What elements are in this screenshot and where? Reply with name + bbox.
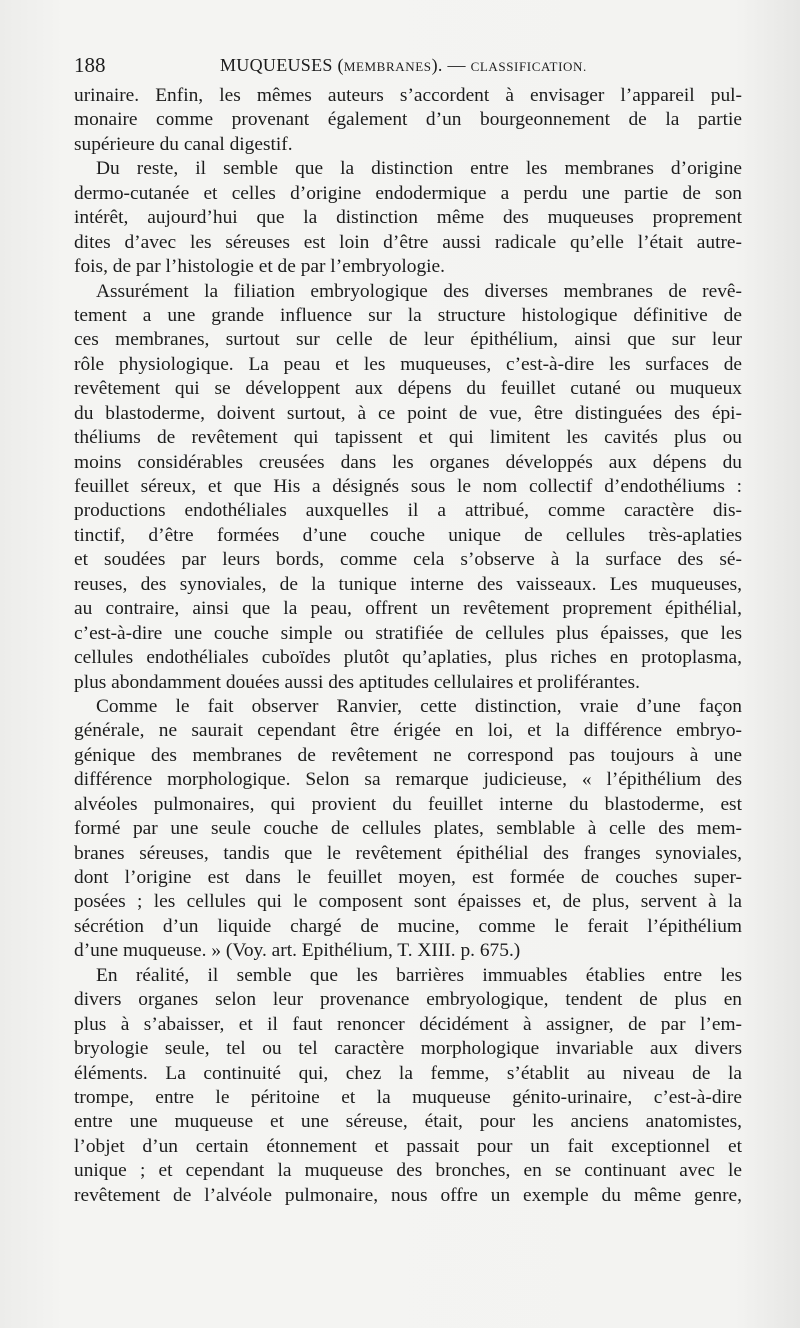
text-line: urinaire. Enfin, les mêmes auteurs s’accordent à envisager l’appareil pul- [74,85,742,106]
text-line: génique des membranes de revêtement ne correspond pas toujours à une [74,744,742,766]
text-line: plus abondamment douées aussi des aptitudes cellulaires et proliférantes. [74,671,640,693]
text-line: générale, ne saurait cependant être érigée en loi, et la différence embryo- [74,720,742,742]
text-line: revêtement de l’alvéole pulmonaire, nous offre un exemple du même genre, [74,1184,742,1206]
text-line: intérêt, aujourd’hui que la distinction même des muqueuses proprement [74,207,742,229]
text-line: plus à s’abaisser, et il faut renoncer décidément à assigner, de par l’em- [74,1013,742,1035]
text-line: supérieure du canal digestif. [74,133,293,155]
text-line: tement a une grande influence sur la structure histologique définitive de [74,304,742,326]
text-line: dont l’origine est dans le feuillet moyen, est formée de couches super- [74,867,742,888]
text-line: productions endothéliales auxquelles il a attribué, comme caractère dis- [74,500,742,522]
text-line: éléments. La continuité qui, chez la femme, s’établit au niveau de la [74,1062,742,1084]
running-head-section: CLASSIFICATION. [470,59,587,74]
text-line: ces membranes, surtout sur celle de leur épithélium, ainsi que sur leur [74,329,742,351]
text-line: Du reste, il semble que la distinction entre les membranes d’origine [96,158,742,180]
text-line: feuillet séreux, et que His a désignés sous le nom collectif d’endothéliums : [74,476,742,497]
text-line: entre une muqueuse et une séreuse, était, pour les anciens anatomistes, [74,1111,742,1133]
text-line: cellules endothéliales cuboïdes plutôt qu’aplaties, plus riches en protoplasma, [74,647,742,669]
running-head-title: MUQUEUSES ( [220,55,344,75]
text-line: dermo-cutanée et celles d’origine endodermique a perdu une partie de son [74,182,742,204]
text-line: et soudées par leurs bords, comme cela s’observe à la surface des sé- [74,549,742,571]
body-text [74,84,742,1208]
text-line: Comme le fait observer Ranvier, cette distinction, vraie d’une façon [96,695,742,717]
text-line: branes séreuses, tandis que le revêtement épithélial des franges synoviales, [74,842,742,864]
text-line: formé par une seule couche de cellules plates, semblable à celle des mem- [74,818,742,840]
text-line: rôle physiologique. La peau et les muqueuses, c’est-à-dire les surfaces de [74,353,742,375]
text-line: au contraire, ainsi que la peau, offrent un revêtement proprement épithélial, [74,598,742,620]
text-line: dites d’avec les séreuses est loin d’être aussi radicale qu’elle l’était autre- [74,231,742,253]
text-line: posées ; les cellules qui le composent sont épaisses et, de plus, servent à la [74,891,742,913]
text-line: Assurément la filiation embryologique des diverses membranes de revê- [96,280,742,302]
page-number: 188 [74,53,106,77]
text-line: reuses, des synoviales, de la tunique interne des vaisseaux. Les muqueuses, [74,573,742,595]
page-header [74,50,742,80]
text-line: fois, de par l’histologie et de par l’embryologie. [74,256,446,278]
text-line: monaire comme provenant également d’un bourgeonnement de la partie [74,109,742,131]
text-line: c’est-à-dire une couche simple ou stratifiée de cellules plus épaisses, que les [74,622,742,644]
text-line: trompe, entre le péritoine et la muqueuse génito-urinaire, c’est-à-dire [74,1086,742,1108]
text-line: unique ; et cependant la muqueuse des bronches, en se continuant avec le [74,1160,742,1182]
text-line: alvéoles pulmonaires, qui provient du feuillet interne du blastoderme, est [74,793,742,815]
text-line: En réalité, il semble que les barrières immuables établies entre les [96,964,742,986]
running-head-close: ). — [431,55,471,75]
text-line: d’une muqueuse. » (Voy. art. Epithélium, T. XIII. p. 675.) [74,940,521,962]
text-line: l’objet d’un certain étonnement et passait pour un fait exceptionnel et [74,1135,742,1157]
text-line: du blastoderme, doivent surtout, à ce point de vue, être distinguées des épi- [74,402,742,424]
text-line: moins considérables creusées dans les organes développés aux dépens du [74,451,742,473]
text-line: divers organes selon leur provenance embryologique, tendent de plus en [74,989,742,1011]
text-line: différence morphologique. Selon sa remarque judicieuse, « l’épithélium des [74,769,742,791]
running-head-smallcaps: MEMBRANES [343,59,432,74]
running-head [220,50,587,82]
text-line: tinctif, d’être formées d’une couche unique de cellules très-aplaties [74,524,742,546]
text-line: sécrétion d’un liquide chargé de mucine, comme le ferait l’épithélium [74,915,742,937]
text-line: revêtement qui se développent aux dépens du feuillet cutané ou muqueux [74,378,742,400]
text-line: bryologie seule, tel ou tel caractère morphologique invariable aux divers [74,1038,742,1060]
text-line: théliums de revêtement qui tapissent et qui limitent les cavités plus ou [74,427,742,449]
